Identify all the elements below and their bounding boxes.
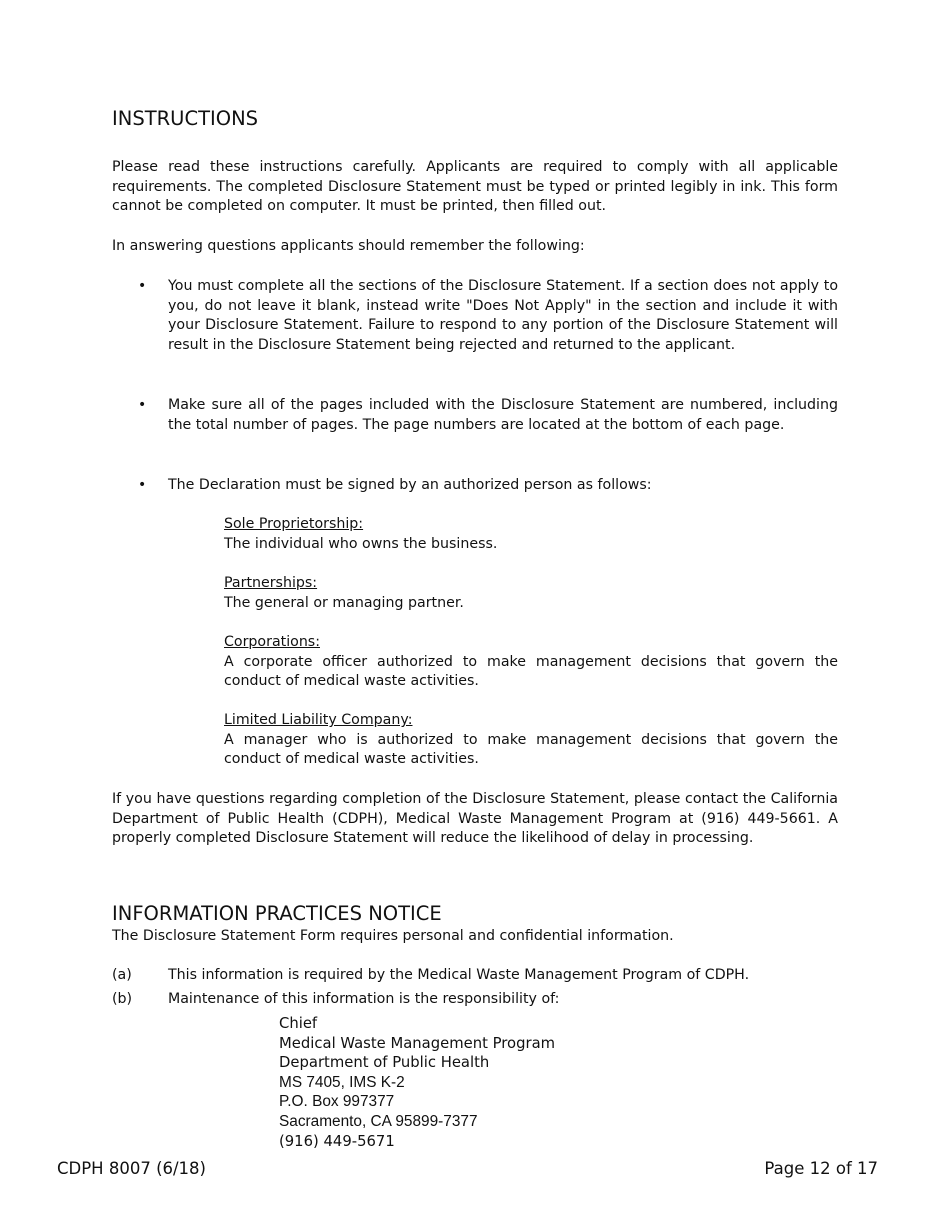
role-partnerships bbox=[224, 574, 838, 613]
bullet-item-declaration: The Declaration must be signed by an authorized person as follows: bbox=[168, 477, 652, 493]
address-line-mailstop: MS 7405, IMS K-2 bbox=[279, 1073, 405, 1091]
address-line-phone: (916) 449-5671 bbox=[279, 1132, 395, 1150]
role-title: Sole Proprietorship: bbox=[224, 516, 364, 532]
role-description: A corporate officer authorized to make management decisions that govern the conduct of medical waste activities. bbox=[224, 653, 838, 690]
notice-item-a-text: This information is required by the Medical Waste Management Program of CDPH. bbox=[168, 967, 750, 983]
bullet-marker: • bbox=[138, 477, 147, 493]
role-llc bbox=[224, 711, 838, 770]
address-line-department: Department of Public Health bbox=[279, 1054, 490, 1072]
contact-paragraph: If you have questions regarding completion of the Disclosure Statement, please contact the California Department of Public Health (CDPH), Medical Waste Management Program at (916) 449-5661. A properly completed Disclosure Statement will reduce the likelihood of delay in processing. bbox=[112, 791, 838, 847]
address-block bbox=[279, 1014, 555, 1151]
role-description: The individual who owns the business. bbox=[224, 535, 498, 552]
footer-page-number: Page 12 of 17 bbox=[764, 1159, 878, 1178]
role-description: The general or managing partner. bbox=[224, 594, 464, 611]
address-line-city: Sacramento, CA 95899-7377 bbox=[279, 1112, 478, 1130]
role-title: Partnerships: bbox=[224, 575, 318, 591]
bullet-marker: • bbox=[138, 278, 147, 294]
role-sole-proprietorship bbox=[224, 515, 838, 554]
bullet-marker: • bbox=[138, 397, 147, 413]
instructions-intro: Please read these instructions carefully. Applicants are required to comply with all applicable requirements. The completed Disclosure Statement must be typed or printed legibly in ink. This form cannot be completed on computer. It must be printed, then filled out. bbox=[112, 159, 838, 215]
notice-item-b-text: Maintenance of this information is the responsibility of: bbox=[168, 991, 560, 1007]
role-title: Corporations: bbox=[224, 634, 320, 650]
instructions-heading: INSTRUCTIONS bbox=[112, 107, 259, 130]
role-title: Limited Liability Company: bbox=[224, 712, 413, 728]
notice-intro: The Disclosure Statement Form requires personal and confidential information. bbox=[112, 928, 674, 944]
role-description: A manager who is authorized to make management decisions that govern the conduct of medical waste activities. bbox=[224, 731, 838, 768]
bullet-item-complete-sections: You must complete all the sections of the Disclosure Statement. If a section does not apply to you, do not leave it blank, instead write "Does Not Apply" in the section and include it with your Disclosure Statement. Failure to respond to any portion of the Disclosure Statement will result in the Disclosure Statement being rejected and returned to the applicant. bbox=[168, 278, 838, 353]
address-line-po-box: P.O. Box 997377 bbox=[279, 1093, 395, 1111]
notice-item-b-letter: (b) bbox=[112, 991, 133, 1007]
notice-heading: INFORMATION PRACTICES NOTICE bbox=[112, 902, 442, 925]
bullet-item-page-numbers: Make sure all of the pages included with the Disclosure Statement are numbered, including the total number of pages. The page numbers are located at the bottom of each page. bbox=[168, 397, 838, 433]
notice-item-a-letter: (a) bbox=[112, 967, 132, 983]
role-corporations bbox=[224, 633, 838, 692]
address-line-program: Medical Waste Management Program bbox=[279, 1034, 556, 1052]
instructions-lead: In answering questions applicants should remember the following: bbox=[112, 238, 585, 254]
address-line-title: Chief bbox=[279, 1015, 318, 1032]
footer-form-id: CDPH 8007 (6/18) bbox=[57, 1159, 206, 1178]
